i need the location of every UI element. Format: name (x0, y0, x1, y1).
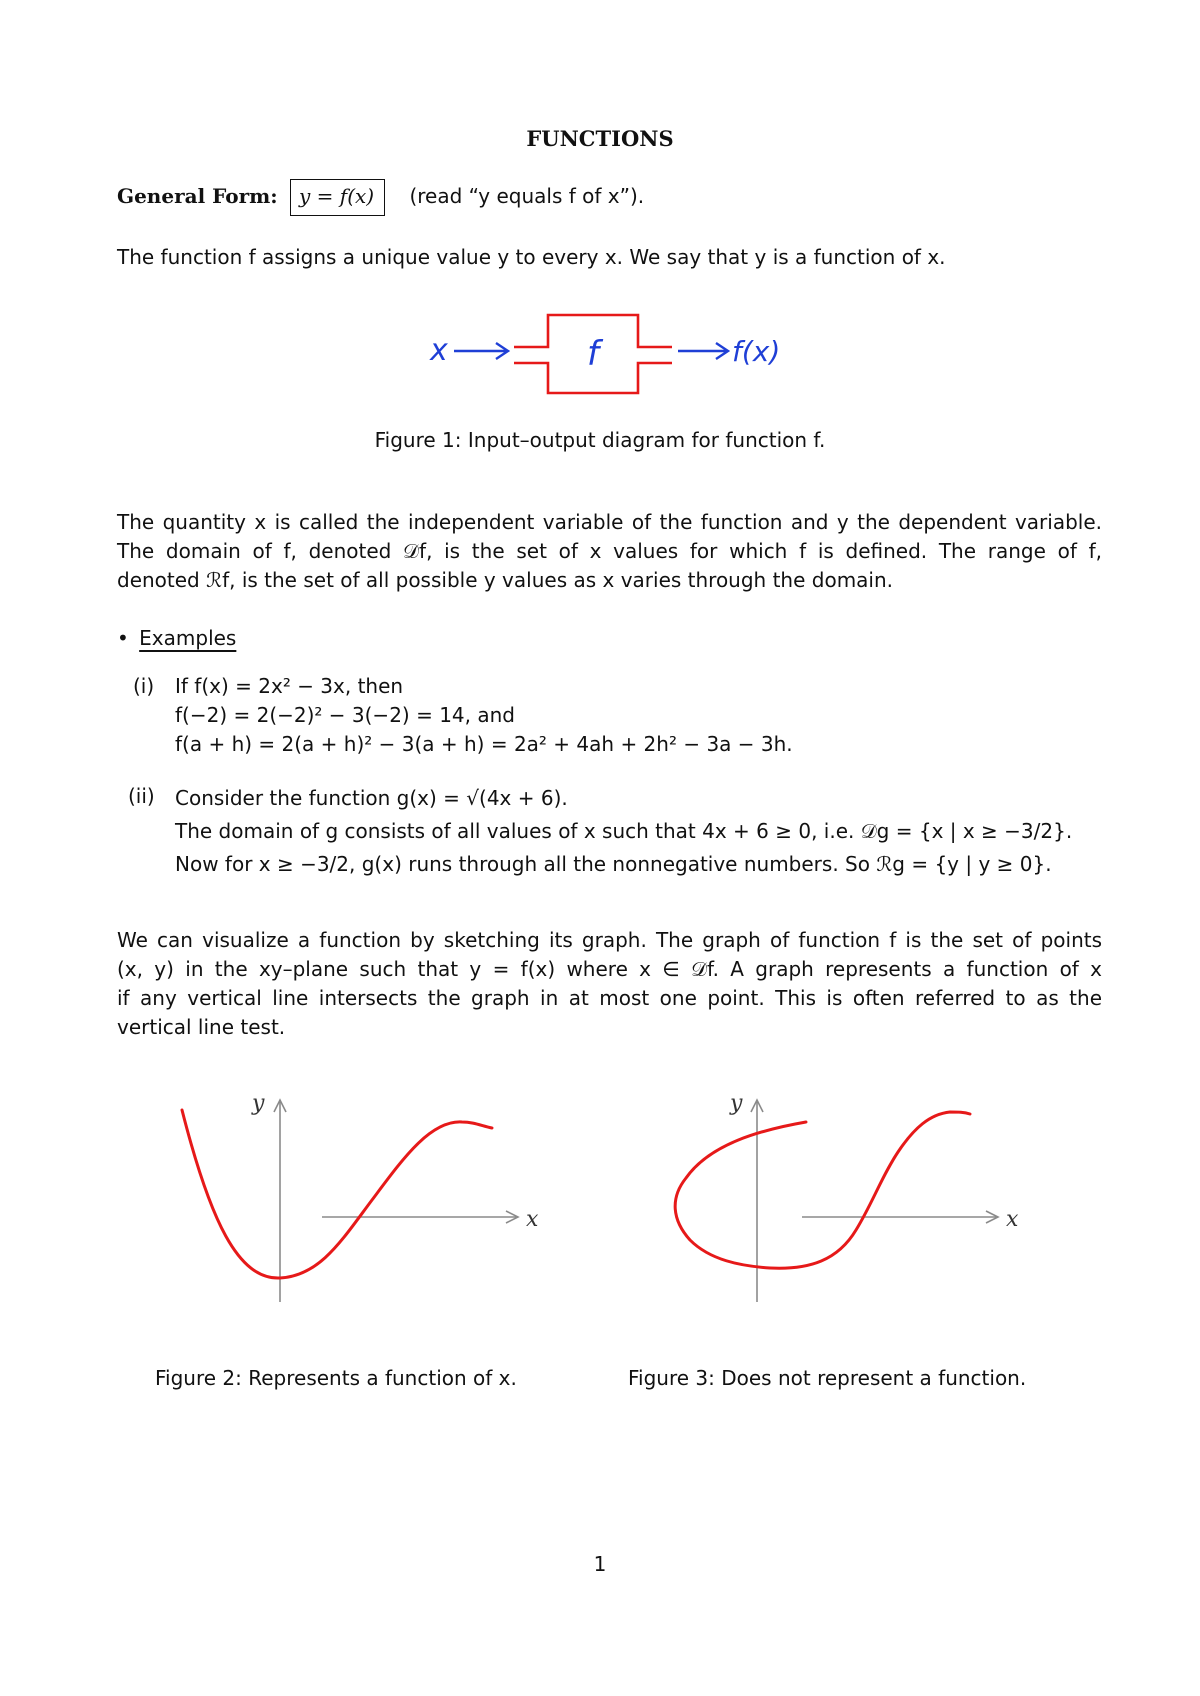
example-1-line-2: f(−2) = 2(−2)² − 3(−2) = 14, and (175, 703, 515, 727)
definitions-line-3: denoted ℛf, is the set of all possible y values as x varies through the domain. (117, 568, 894, 592)
example-2-line-2: The domain of g consists of all values of x such that 4x + 6 ≥ 0, i.e. 𝒟g = {x | x ≥ −3/2}. (175, 819, 1073, 843)
input-output-diagram (420, 315, 800, 395)
example-1 (175, 672, 793, 759)
example-2-line-3: Now for x ≥ −3/2, g(x) runs through all the nonnegative numbers. So ℛg = {y | y ≥ 0}. (175, 852, 1052, 876)
intro-text: The function f assigns a unique value y to every x. We say that y is a function of x. (117, 245, 946, 269)
example-2 (175, 782, 1072, 881)
examples-heading-text: Examples (139, 626, 237, 650)
figure1-caption: Figure 1: Input–output diagram for function f. (374, 428, 826, 452)
examples-bullet: • (117, 626, 129, 650)
page-number: 1 (593, 1552, 607, 1576)
figure2-curve (182, 1110, 492, 1278)
figure3-x-label: x (1006, 1207, 1019, 1232)
example-1-line-3: f(a + h) = 2(a + h)² − 3(a + h) = 2a² + 4ah + 2h² − 3a − 3h. (175, 732, 793, 756)
general-form-line (117, 179, 644, 216)
graph-line-3: if any vertical line intersects the graph in at most one point. This is often referred to as the (117, 986, 1102, 1010)
definitions-line-2: The domain of f, denoted 𝒟f, is the set of x values for which f is defined. The range of f, (117, 539, 1102, 563)
output-arrow (678, 343, 728, 359)
examples-heading (117, 624, 236, 653)
graph-line-2: (x, y) in the xy–plane such that y = f(x) where x ∈ 𝒟f. A graph represents a function of x (117, 957, 1102, 981)
graph-paragraph (117, 926, 1102, 1042)
figure2-graph (170, 1080, 550, 1310)
graph-line-4: vertical line test. (117, 1015, 286, 1039)
general-form-formula: y = f(x) (290, 179, 385, 216)
example-2-line-1: Consider the function g(x) = √(4x + 6). (175, 786, 568, 810)
figure3-caption: Figure 3: Does not represent a function. (628, 1366, 1027, 1390)
page-title: FUNCTIONS (526, 126, 674, 151)
figure2-x-label: x (526, 1207, 539, 1232)
definitions-paragraph (117, 508, 1102, 595)
diagram-box-label: f (587, 334, 599, 374)
figure2-y-label: y (252, 1091, 265, 1116)
diagram-input-label: x (430, 333, 448, 368)
figure3-curve (675, 1112, 970, 1268)
example-1-line-1: If f(x) = 2x² − 3x, then (175, 674, 404, 698)
diagram-output-label: f(x) (732, 335, 781, 368)
general-form-label: General Form: (117, 184, 278, 208)
figure3-y-label: y (730, 1091, 743, 1116)
figure3-graph (660, 1080, 1060, 1310)
general-form-reading: (read “y equals f of x”). (409, 184, 645, 208)
example-1-number: (i) (133, 674, 155, 698)
graph-line-1: We can visualize a function by sketching its graph. The graph of function f is the set of points (117, 928, 1102, 952)
input-arrow (454, 343, 508, 359)
figure2-caption: Figure 2: Represents a function of x. (155, 1366, 517, 1390)
definitions-line-1: The quantity x is called the independent variable of the function and y the dependent variable. (117, 510, 1102, 534)
example-2-number: (ii) (128, 784, 155, 808)
